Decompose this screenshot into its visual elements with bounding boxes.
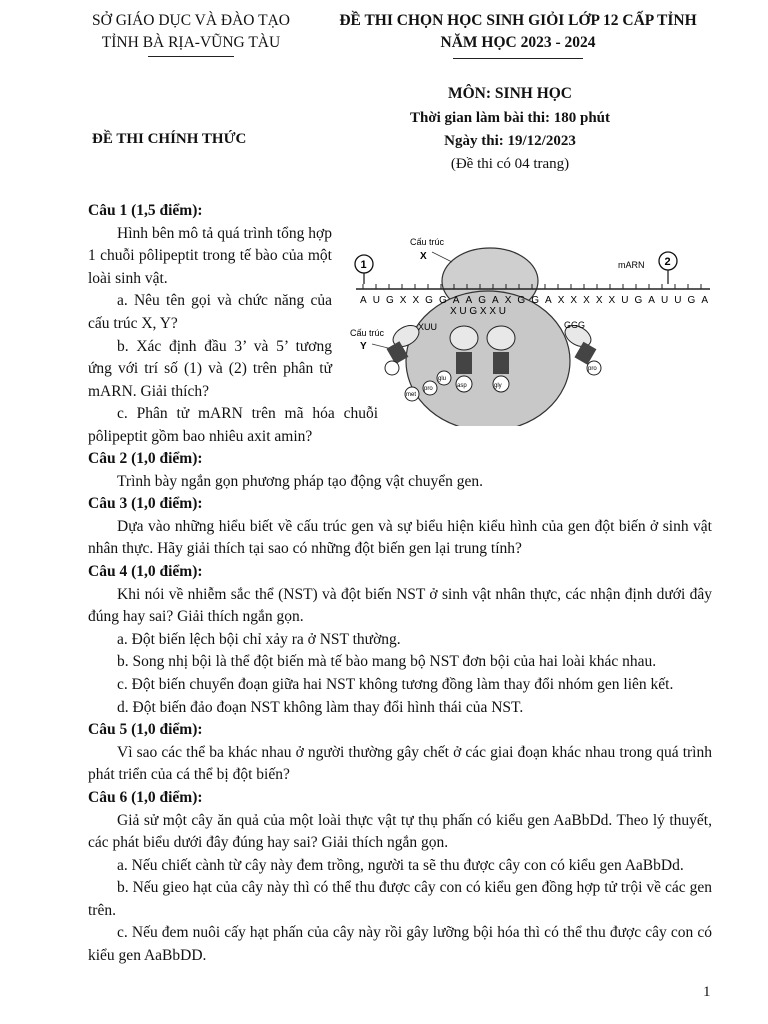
question-6 — [88, 787, 712, 968]
amino-acid-glu: glu — [438, 376, 447, 382]
issuing-authority — [56, 10, 326, 57]
trna-incoming-anticodon: GGG — [564, 320, 586, 330]
amino-acid-pro: pro — [588, 366, 597, 372]
pages-note: (Đề thi có 04 trang) — [450, 156, 570, 172]
exam-meta — [360, 82, 660, 176]
translation-diagram — [348, 226, 718, 426]
official-exam-label: ĐỀ THI CHÍNH THỨC — [92, 131, 247, 147]
question-item: c. Nếu đem nuôi cấy hạt phấn của cây này rồi gây lưỡng bội hóa thì có thể thu được cây con có kiểu gen AaBbDD. — [88, 924, 712, 965]
question-2 — [88, 448, 712, 493]
question-title: Câu 3 (1,0 điểm): — [88, 495, 203, 513]
question-title: Câu 2 (1,0 điểm): — [88, 450, 203, 467]
mrna-sequence: AUGXXGGAAGAXGGAXXXXXUGAUUGA — [360, 295, 708, 306]
question-item: b. Nếu gieo hạt của cây này thì có thể thu được cây con có kiểu gen đồng hợp tử trội về các gen trên. — [88, 879, 712, 919]
question-item: a. Nêu tên gọi và chức năng của cấu trúc X, Y? — [88, 292, 332, 332]
exam-body — [88, 200, 712, 968]
exam-title: ĐỀ THI CHỌN HỌC SINH GIỎI LỚP 12 CẤP TỈNH — [339, 12, 697, 29]
question-text: Vì sao các thể ba khác nhau ở người thường gây chết ở các giai đoạn khác nhau trong quá trình phát triển của cá thể bị đột biến? — [88, 743, 712, 784]
amino-acid-pro: pro — [424, 386, 433, 392]
structure-x-label: Cấu trúc — [410, 237, 445, 247]
question-text: Giả sử một cây ăn quả của một loài thực vật tự thụ phấn có kiểu gen AaBbDd. Theo lý thuyết, các phát biểu dưới đây đúng hay sai? Giải thích ngắn gọn. — [88, 811, 712, 852]
school-year: NĂM HỌC 2023 - 2024 — [440, 34, 596, 51]
question-title: Câu 1 (1,5 điểm): — [88, 202, 203, 219]
header-divider — [453, 58, 583, 59]
question-item: d. Đột biến đảo đoạn NST không làm thay đổi hình thái của NST. — [117, 698, 524, 716]
question-item: c. Đột biến chuyển đoạn giữa hai NST không tương đồng làm thay đổi nhóm gen liên kết. — [117, 675, 674, 693]
mrna-label: mARN — [618, 260, 645, 270]
amino-acid-gly: gly — [494, 383, 502, 389]
position-label-2: 2 — [664, 256, 671, 268]
question-text: Khi nói về nhiễm sắc thể (NST) và đột biến NST ở sinh vật nhân thực, các nhận định dưới đây đúng hay sai? Giải thích ngắn gọn. — [88, 585, 712, 626]
question-text: Hình bên mô tả quá trình tổng hợp 1 chuỗi pôlipeptit trong tế bào của một loài sinh vật. — [88, 224, 332, 287]
question-title: Câu 5 (1,0 điểm): — [88, 721, 203, 739]
question-3 — [88, 493, 712, 561]
position-label-1: 1 — [360, 259, 367, 271]
question-text: Dựa vào những hiểu biết về cấu trúc gen và sự biểu hiện kiểu hình của gen đột biến ở sinh vật nhân thực. Hãy giải thích tại sao có những đột biến gen lại trung tính? — [88, 517, 712, 558]
question-text: Trình bày ngắn gọn phương pháp tạo động vật chuyển gen. — [117, 472, 484, 490]
anticodon-sequence: XUGXXU — [450, 306, 506, 317]
question-5 — [88, 719, 712, 787]
department-name: SỞ GIÁO DỤC VÀ ĐÀO TẠO — [92, 12, 290, 29]
question-4 — [88, 561, 712, 719]
trna-y-anticodon: XUU — [418, 322, 438, 332]
structure-y-label: Cấu trúc — [350, 328, 385, 338]
question-title: Câu 4 (1,0 điểm): — [88, 562, 203, 580]
question-item: c. Phân tử mARN trên mã hóa chuỗi pôlipeptit gồm bao nhiêu axit amin? — [88, 405, 378, 445]
amino-acid-met: met — [406, 392, 417, 398]
exam-heading — [318, 10, 718, 59]
question-item: b. Xác định đầu 3’ và 5’ tương ứng với trí số (1) và (2) trên phân tử mARN. Giải thích? — [88, 337, 332, 400]
question-item: a. Đột biến lệch bội chỉ xảy ra ở NST thường. — [117, 630, 401, 648]
province-name: TỈNH BÀ RỊA-VŨNG TÀU — [101, 34, 281, 51]
exam-date: Ngày thi: 19/12/2023 — [444, 133, 576, 149]
ribosome-small-subunit — [406, 291, 570, 426]
structure-x-letter: X — [420, 251, 427, 262]
question-item: b. Song nhị bội là thể đột biến mà tế bào mang bộ NST đơn bội của hai loài khác nhau. — [117, 653, 657, 671]
question-1 — [88, 200, 712, 448]
question-item: a. Nếu chiết cành từ cây này đem trồng, người ta sẽ thu được cây con có kiểu gen AaBbDd. — [117, 856, 684, 874]
structure-y-letter: Y — [360, 341, 367, 352]
duration: Thời gian làm bài thi: 180 phút — [409, 110, 611, 126]
subject: MÔN: SINH HỌC — [448, 85, 572, 102]
page-number: 1 — [703, 984, 711, 1000]
amino-acid-asp: asp — [457, 383, 467, 389]
question-title: Câu 6 (1,0 điểm): — [88, 788, 203, 806]
header-divider — [148, 56, 234, 57]
